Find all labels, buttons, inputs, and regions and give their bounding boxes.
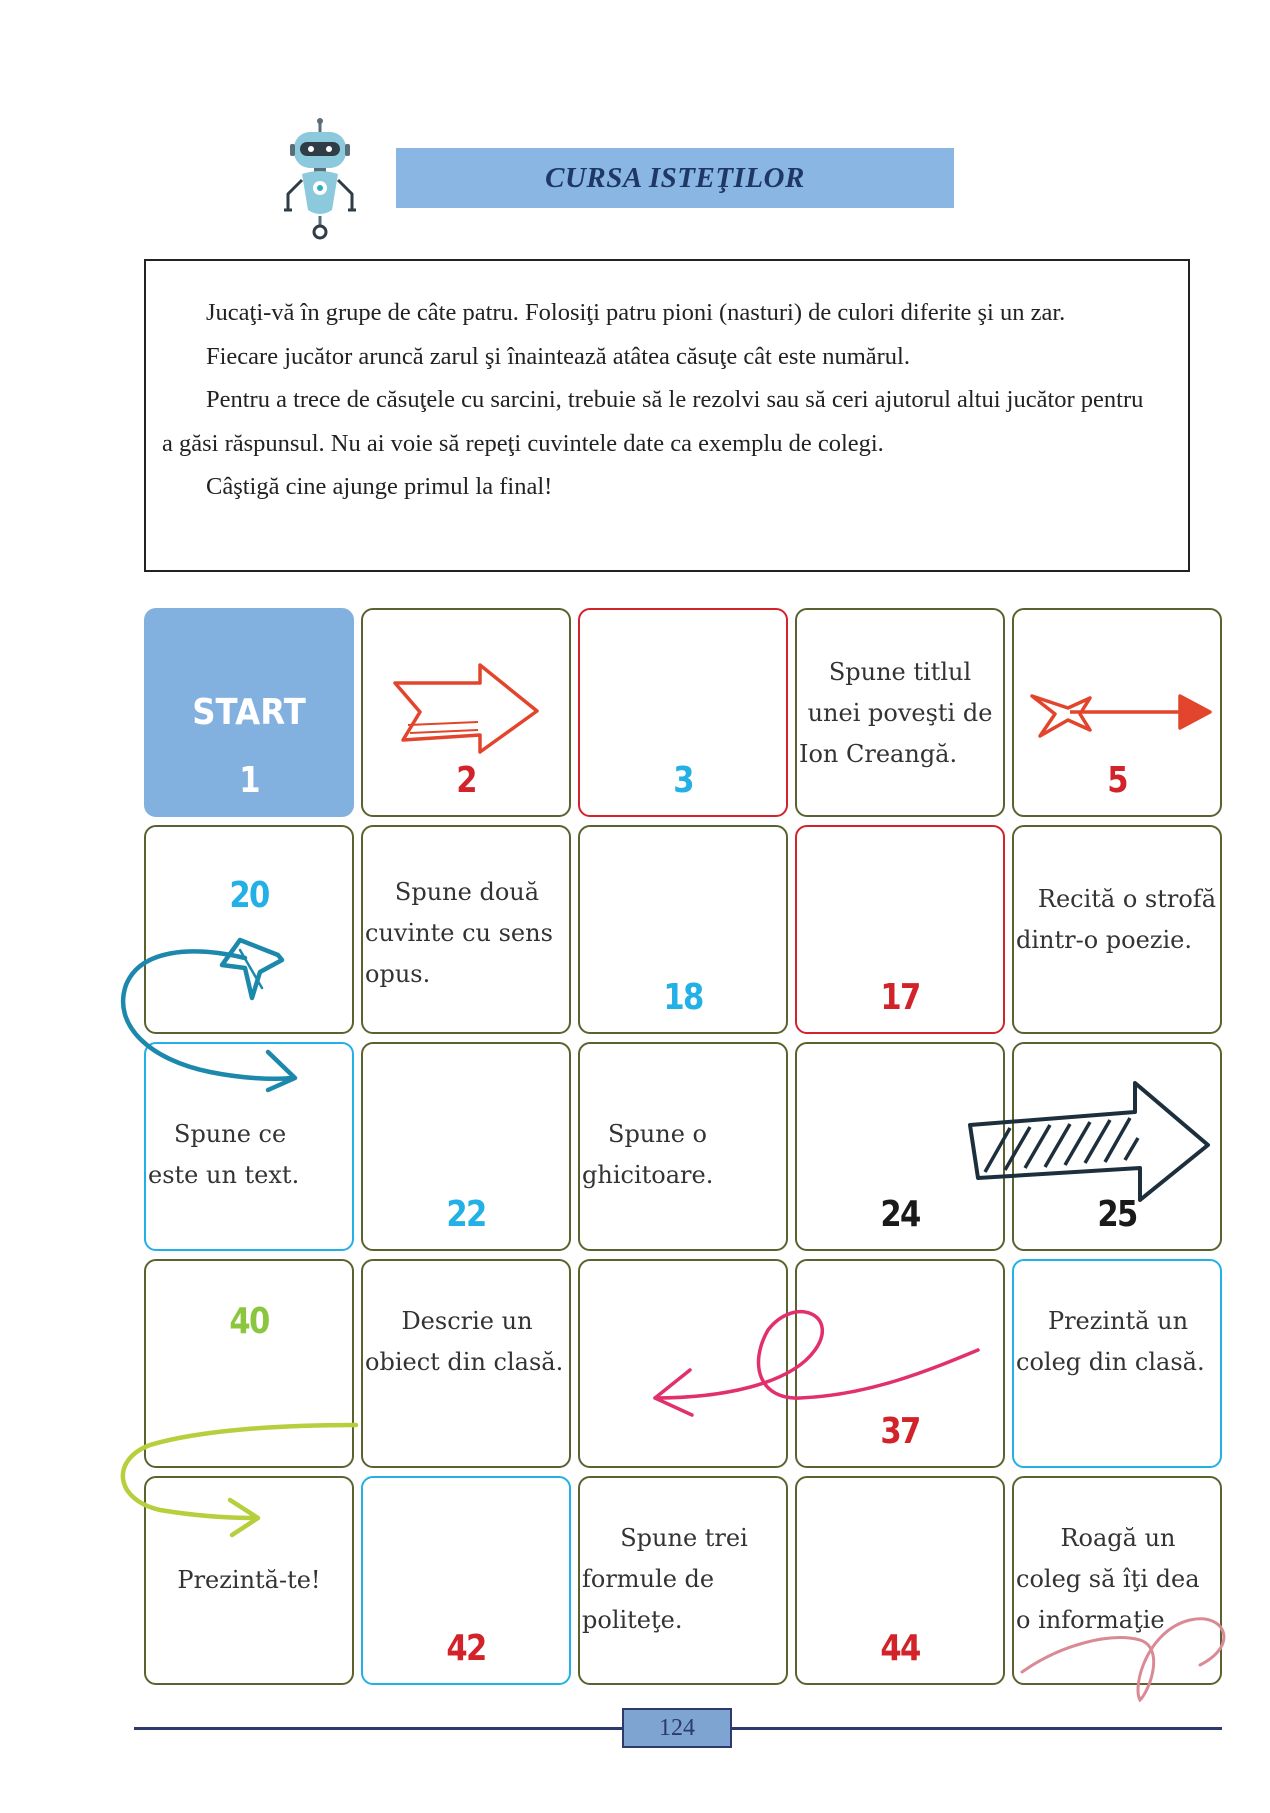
board-cell-45 [1012, 1476, 1222, 1685]
cell-number: 24 [880, 1194, 920, 1235]
cell-number: 18 [663, 977, 703, 1018]
cell-number: 37 [880, 1411, 920, 1452]
task-text: Spune titlul unei poveşti de Ion Creangă. [799, 658, 993, 768]
task-text: Recită o strofă dintr-o poezie. [1016, 885, 1216, 954]
task-text: Roagă un coleg să îţi dea o informaţie [1016, 1524, 1200, 1634]
cell-number: 17 [880, 977, 920, 1018]
page-title: CURSA ISTEŢILOR [545, 161, 805, 194]
page-number: 124 [622, 1708, 732, 1748]
board-cell-23 [578, 1042, 788, 1251]
board-cell-19 [361, 825, 571, 1034]
board-cell-4 [795, 608, 1005, 817]
task-text: Prezintă-te! [177, 1566, 321, 1594]
board-cell-40 [144, 1259, 354, 1468]
task-text: Spune o ghicitoare. [582, 1120, 714, 1189]
board-cell-36 [1012, 1259, 1222, 1468]
board-cell-37 [795, 1259, 1005, 1468]
task-text: Descrie un obiect din clasă. [365, 1307, 564, 1376]
board-cell-22 [361, 1042, 571, 1251]
instruction-paragraph: Jucaţi-vă în grupe de câte patru. Folosiţi patru pioni (nasturi) de culori diferite şi un zar. [206, 299, 1066, 326]
board-cell-5 [1012, 608, 1222, 817]
instruction-paragraph: Fiecare jucător aruncă zarul şi înaintează atâtea căsuţe cât este numărul. [206, 342, 910, 370]
cell-number: 25 [1097, 1194, 1137, 1235]
board-cell-25 [1012, 1042, 1222, 1251]
task-text: Spune ce este un text. [148, 1120, 300, 1189]
cell-number: 42 [446, 1628, 486, 1669]
board-cell-16 [1012, 825, 1222, 1034]
board-cell-42 [361, 1476, 571, 1685]
task-text: Spune două cuvinte cu sens opus. [365, 878, 553, 988]
title-banner [396, 148, 954, 208]
board-cell-21 [144, 1042, 354, 1251]
cell-number: 20 [229, 875, 269, 916]
cell-number: 3 [673, 760, 693, 801]
task-text: Prezintă un coleg din clasă. [1016, 1307, 1205, 1376]
cell-number: 2 [456, 760, 476, 801]
cell-number: 22 [446, 1194, 486, 1235]
task-text: Spune trei formule de politeţe. [582, 1524, 748, 1634]
board-cell-24 [795, 1042, 1005, 1251]
robot-icon [280, 118, 360, 242]
board-cell-41 [144, 1476, 354, 1685]
board-cell-3 [578, 608, 788, 817]
board-cell-17 [795, 825, 1005, 1034]
board-cell-2 [361, 608, 571, 817]
cell-number: 1 [239, 760, 259, 801]
cell-number: 40 [229, 1301, 269, 1342]
board-cell-39 [361, 1259, 571, 1468]
board-cell-18 [578, 825, 788, 1034]
start-label: START [192, 692, 306, 733]
instruction-paragraph: Pentru a trece de căsuţele cu sarcini, trebuie să le rezolvi sau să ceri ajutorul altui jucător pentru a găsi răspunsul. Nu ai voie să repeţi cuvintele date ca exemplu de colegi. [162, 386, 1144, 457]
board-cell-43 [578, 1476, 788, 1685]
board-cell-44 [795, 1476, 1005, 1685]
board-cell-20 [144, 825, 354, 1034]
board-cell-38 [578, 1259, 788, 1468]
board-cell-start [144, 608, 354, 817]
instruction-paragraph: Câştigă cine ajunge primul la final! [206, 473, 553, 500]
instructions-box [144, 259, 1190, 572]
cell-number: 5 [1107, 760, 1127, 801]
cell-number: 44 [880, 1628, 920, 1669]
